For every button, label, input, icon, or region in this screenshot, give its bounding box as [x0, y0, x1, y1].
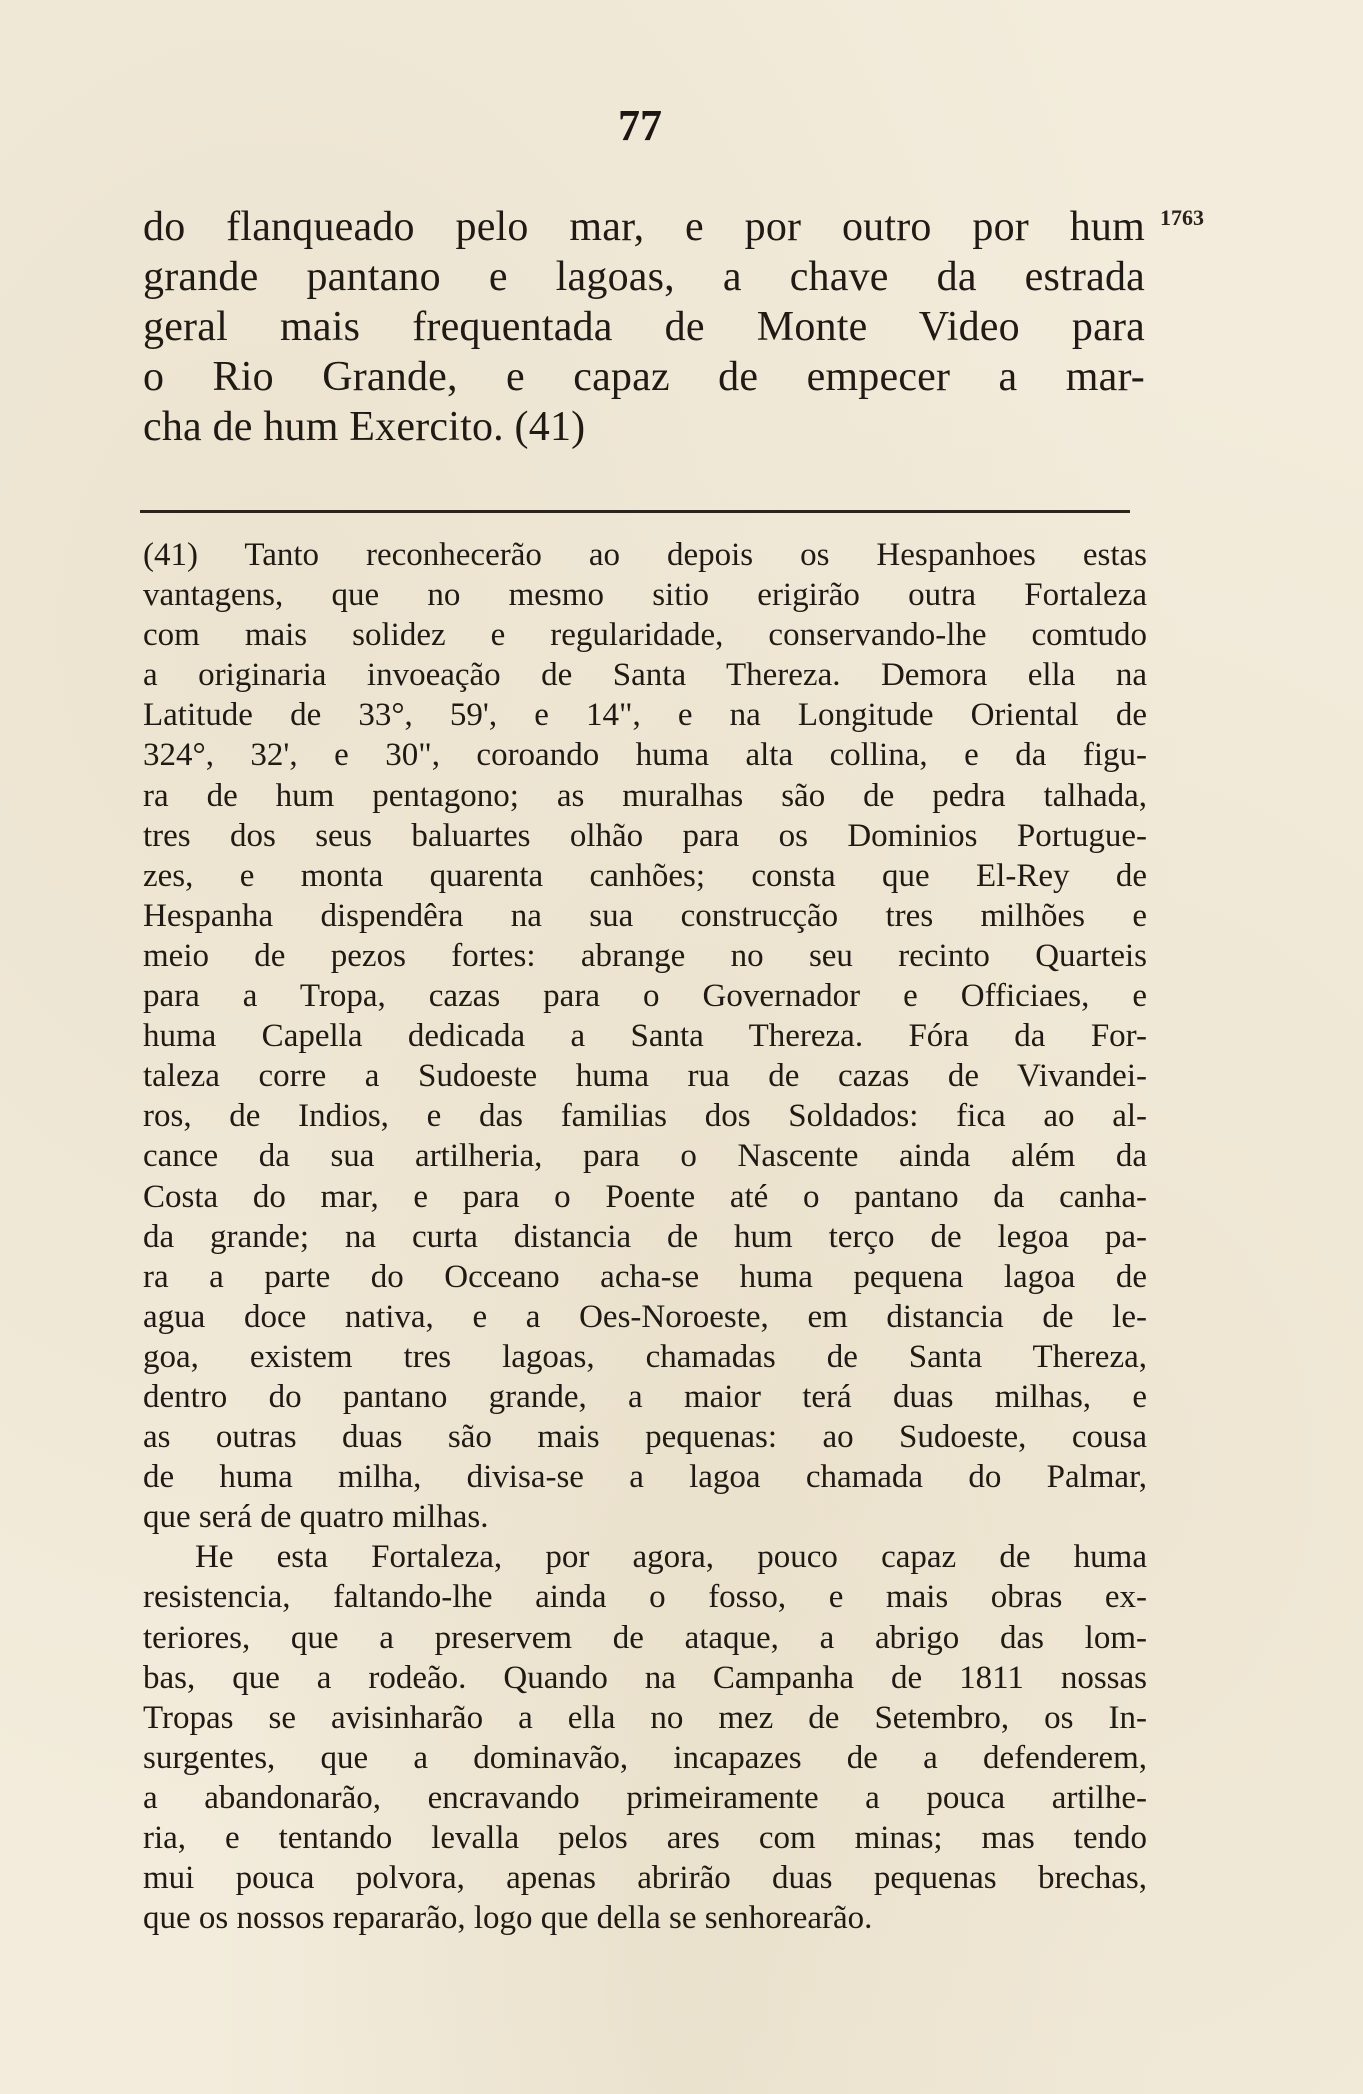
margin-year-note: 1763 [1160, 205, 1204, 230]
footnote-line: Tropas se avisinharão a ella no mez de Setembro, os In- [143, 1699, 1147, 1736]
footnote-line: Costa do mar, e para o Poente até o pantano da canha- [143, 1178, 1147, 1215]
footnote-line: huma Capella dedicada a Santa Thereza. Fóra da For- [143, 1018, 1147, 1055]
footnote-line: meio de pezos fortes: abrange no seu recinto Quarteis [143, 937, 1147, 974]
footnote-line: Hespanha dispendêra na sua construcção tres milhões e [143, 897, 1147, 934]
footnote-line: a originaria invoeação de Santa Thereza. Demora ella na [143, 657, 1147, 694]
footnote-line: as outras duas são mais pequenas: ao Sudoeste, cousa [143, 1419, 1147, 1456]
footnote-line: Latitude de 33°, 59', e 14", e na Longitude Oriental de [143, 697, 1147, 734]
page-number: 77 [618, 101, 662, 150]
footnote-block [143, 535, 1147, 1938]
footnote-line: vantagens, que no mesmo sitio erigirão outra Fortaleza [143, 577, 1147, 614]
footnote-line: ria, e tentando levalla pelos ares com minas; mas tendo [143, 1820, 1147, 1856]
footnote-line: taleza corre a Sudoeste huma rua de cazas de Vivandei- [143, 1058, 1147, 1095]
footnote-paragraph-start: He esta Fortaleza, por agora, pouco capaz de huma [195, 1539, 1147, 1576]
footnote-line: 324°, 32', e 30", coroando huma alta collina, e da figu- [143, 737, 1147, 774]
main-text-line: grande pantano e lagoas, a chave da estrada [143, 254, 1145, 300]
footnote-line: bas, que a rodeão. Quando na Campanha de 1811 nossas [143, 1659, 1147, 1696]
footnote-separator-rule [140, 510, 1130, 513]
footnote-line: ra a parte do Occeano acha-se huma pequena lagoa de [143, 1258, 1147, 1295]
footnote-line: dentro do pantano grande, a maior terá duas milhas, e [143, 1378, 1147, 1415]
main-text-line: cha de hum Exercito. (41) [143, 404, 586, 450]
footnote-line: teriores, que a preservem de ataque, a abrigo das lom- [143, 1619, 1147, 1656]
footnote-line: surgentes, que a dominavão, incapazes de a defenderem, [143, 1739, 1147, 1776]
main-text-line: geral mais frequentada de Monte Video para [143, 304, 1145, 350]
footnote-line: zes, e monta quarenta canhões; consta que El-Rey de [143, 857, 1147, 894]
footnote-line: agua doce nativa, e a Oes-Noroeste, em distancia de le- [143, 1298, 1147, 1335]
footnote-line: ros, de Indios, e das familias dos Soldados: fica ao al- [143, 1098, 1147, 1135]
footnote-line: cance da sua artilheria, para o Nascente ainda além da [143, 1138, 1147, 1175]
footnote-line: que será de quatro milhas. [143, 1499, 489, 1536]
footnote-line: resistencia, faltando-lhe ainda o fosso, e mais obras ex- [143, 1579, 1147, 1616]
footnote-line: tres dos seus baluartes olhão para os Dominios Portugue- [143, 817, 1147, 854]
main-text-line: do flanqueado pelo mar, e por outro por hum [143, 204, 1145, 250]
footnote-line: da grande; na curta distancia de hum terço de legoa pa- [143, 1218, 1147, 1255]
footnote-line: de huma milha, divisa-se a lagoa chamada do Palmar, [143, 1459, 1147, 1496]
footnote-line: com mais solidez e regularidade, conservando-lhe comtudo [143, 617, 1147, 654]
footnote-line: para a Tropa, cazas para o Governador e Officiaes, e [143, 978, 1147, 1015]
footnote-line: ra de hum pentagono; as muralhas são de pedra talhada, [143, 777, 1147, 814]
footnote-line: a abandonarão, encravando primeiramente a pouca artilhe- [143, 1779, 1147, 1816]
footnote-line: mui pouca polvora, apenas abrirão duas pequenas brechas, [143, 1860, 1147, 1897]
main-text-line: o Rio Grande, e capaz de empecer a mar- [143, 354, 1145, 400]
footnote-line: (41) Tanto reconhecerão ao depois os Hespanhoes estas [143, 537, 1147, 573]
main-text-block [143, 202, 1145, 452]
footnote-line: goa, existem tres lagoas, chamadas de Santa Thereza, [143, 1338, 1147, 1375]
footnote-line: que os nossos repararão, logo que della se senhorearão. [143, 1900, 873, 1937]
